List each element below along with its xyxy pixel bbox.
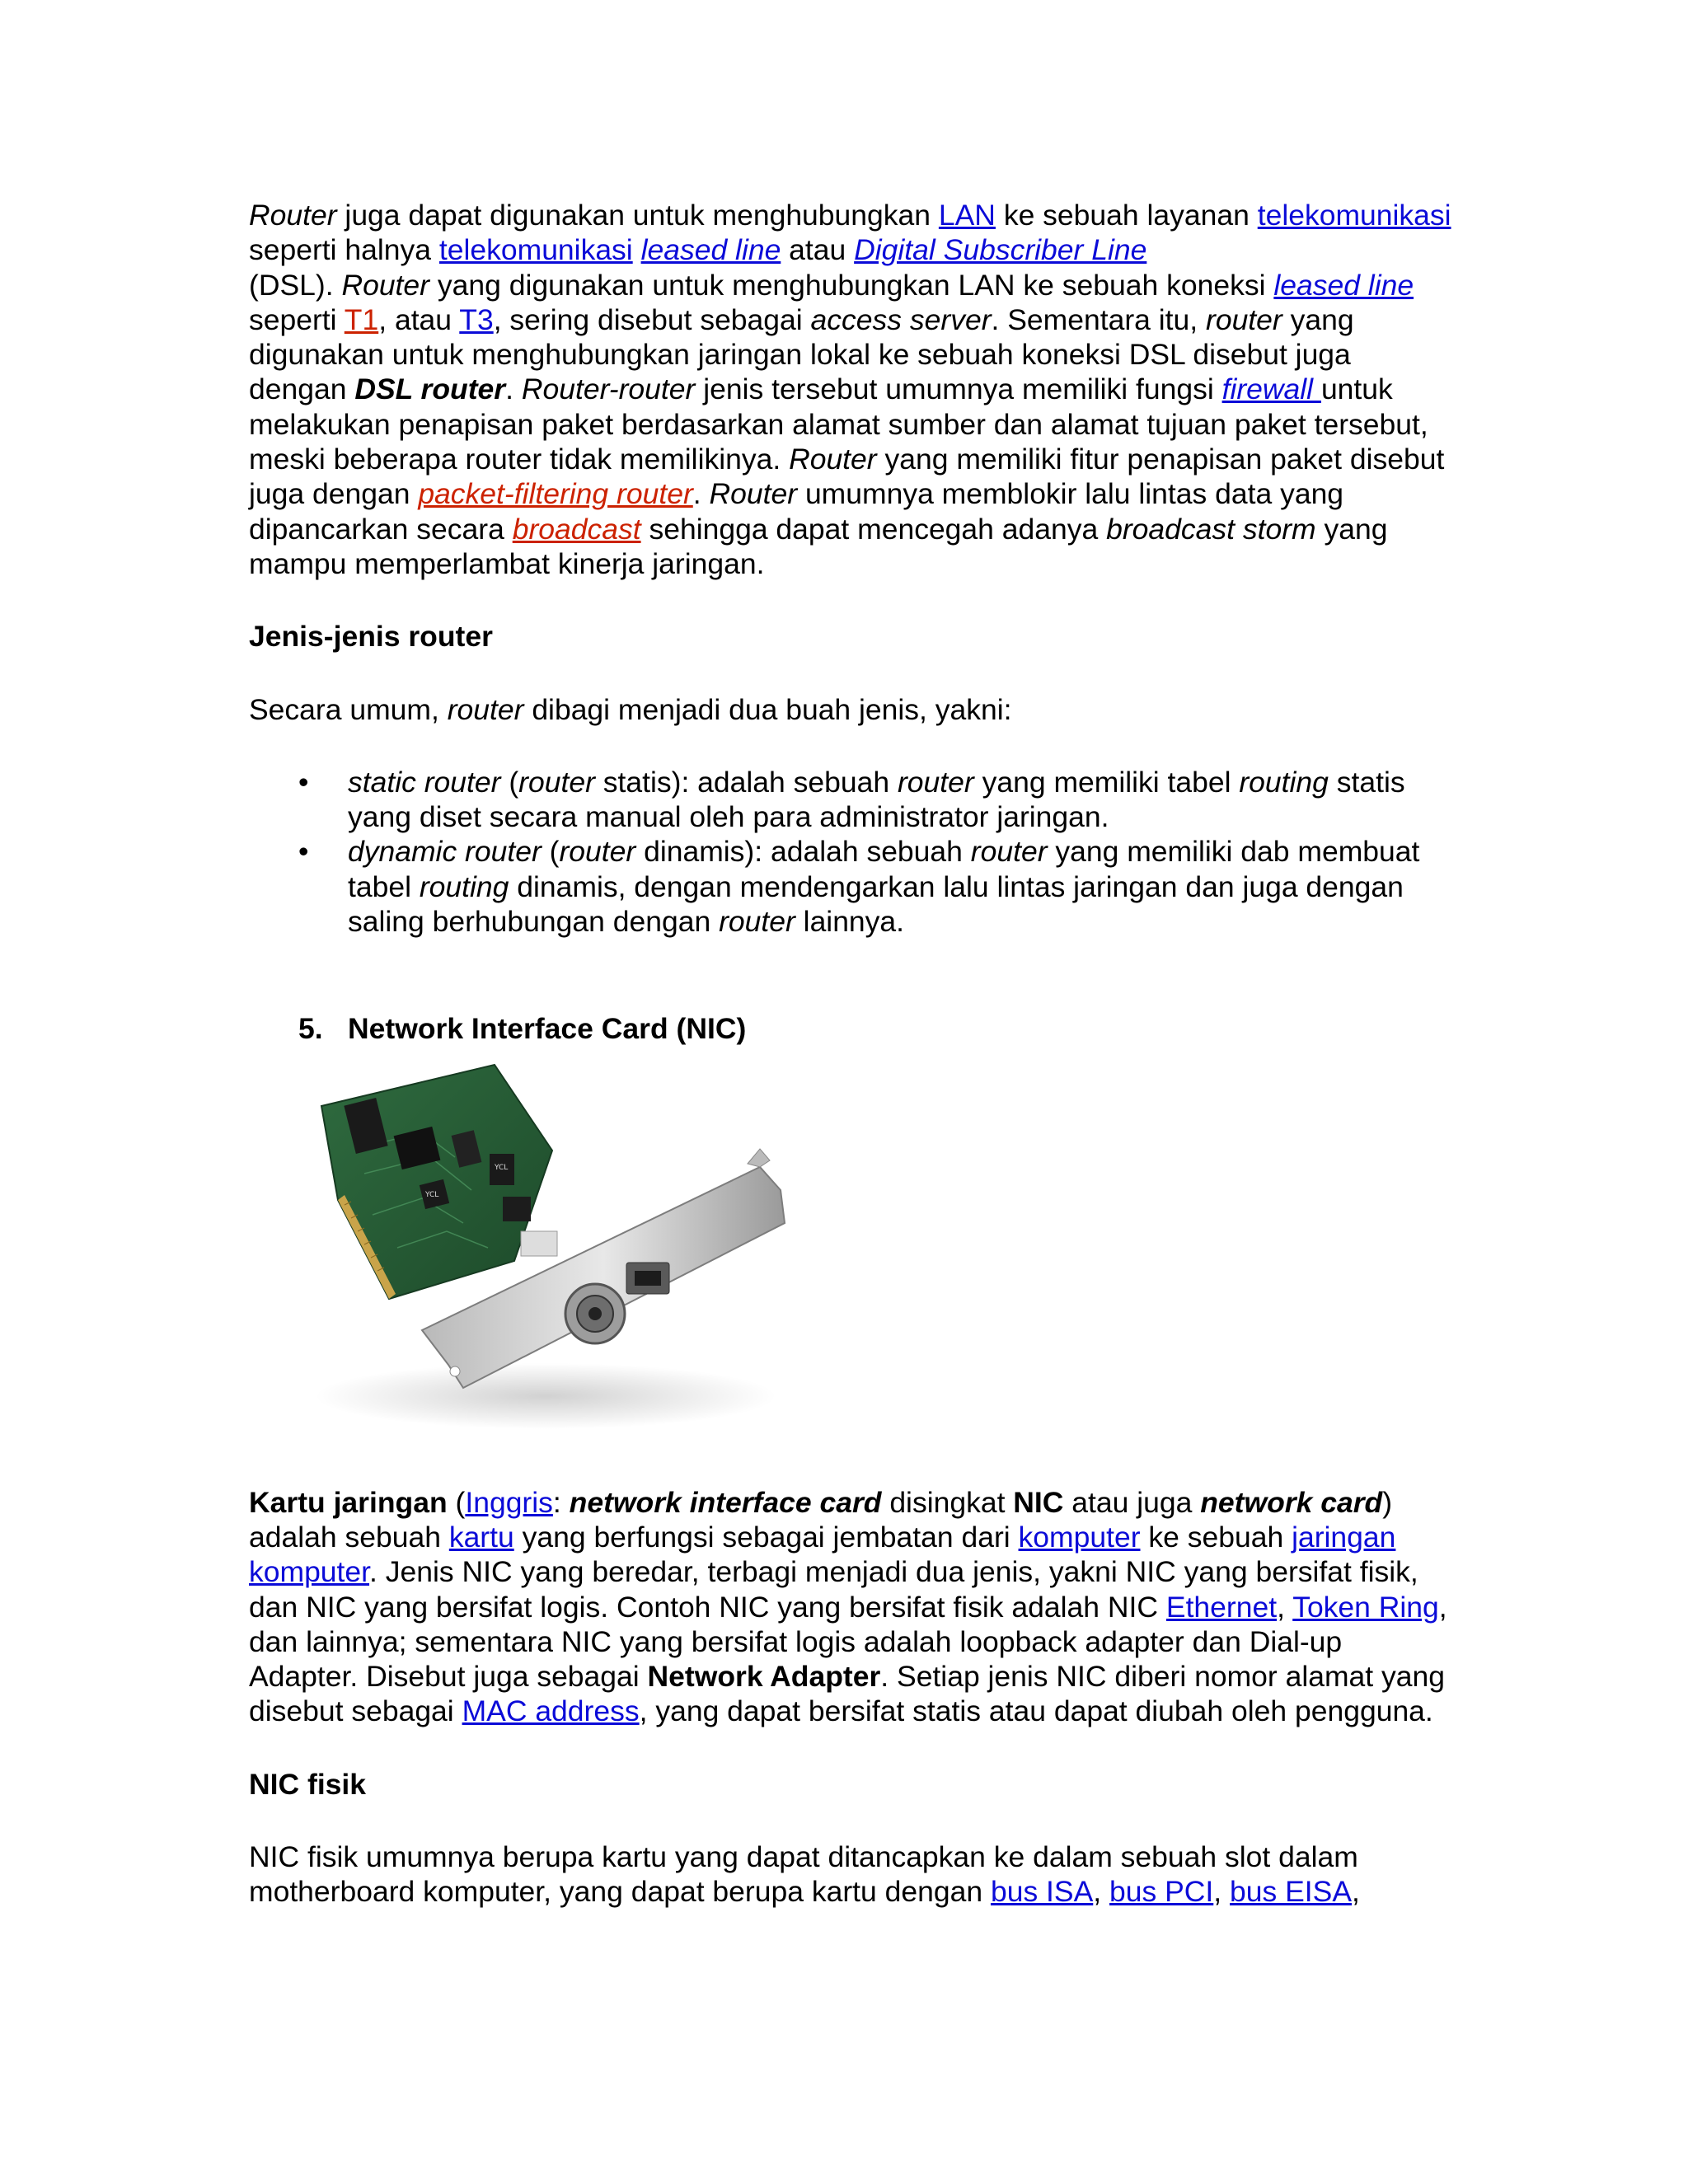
- link-leased-line[interactable]: leased line: [640, 233, 781, 267]
- text-span: jenis tersebut umumnya memiliki fungsi: [695, 373, 1222, 406]
- link-telekomunikasi[interactable]: telekomunikasi: [1257, 199, 1451, 232]
- text-access-server: access server: [810, 302, 992, 336]
- text-router: Router: [789, 443, 877, 476]
- link-bus-eisa[interactable]: bus EISA: [1230, 1875, 1353, 1909]
- text-span: dibagi menjadi dua buah jenis, yakni:: [523, 692, 1012, 726]
- text-network-card: network card: [1200, 1485, 1383, 1519]
- text-span: (: [500, 765, 519, 799]
- nic-card-illustration: [298, 1058, 826, 1446]
- text-router: router: [447, 692, 524, 726]
- text-span: yang digunakan untuk menghubungkan jaringan lokal ke sebuah koneksi DSL disebut juga dengan: [249, 302, 1354, 406]
- text-span: yang digunakan untuk menghubungkan LAN ke sebuah koneksi: [429, 268, 1274, 302]
- text-span: juga dapat digunakan untuk menghubungkan: [336, 199, 939, 232]
- spacer: [249, 654, 1452, 692]
- link-digital-subscriber-line[interactable]: Digital Subscriber Line: [854, 233, 1147, 267]
- text-span: yang mampu memperlambat kinerja jaringan.: [249, 512, 1388, 580]
- text-router: router: [518, 765, 595, 799]
- link-lan[interactable]: LAN: [938, 199, 996, 232]
- link-firewall[interactable]: firewall: [1221, 373, 1321, 406]
- paragraph-jenis-intro: [249, 692, 1452, 727]
- list-item-dynamic-router: [249, 834, 1452, 939]
- text-span: ke sebuah layanan: [995, 199, 1258, 232]
- text-span: dinamis, dengan mendengarkan lalu lintas jaringan dan juga dengan saling berhubungan dengan: [348, 869, 1404, 939]
- text-router: router: [897, 765, 974, 799]
- text-span: ,: [1093, 1875, 1110, 1909]
- text-span: :: [552, 1485, 570, 1519]
- paragraph-router-uses: [249, 198, 1452, 581]
- text-span: seperti: [249, 302, 345, 336]
- link-token-ring[interactable]: Token Ring: [1292, 1590, 1439, 1624]
- text-span: disingkat: [881, 1485, 1014, 1519]
- text-dsl-router: DSL router: [354, 373, 506, 406]
- link-komputer[interactable]: komputer: [1018, 1520, 1141, 1554]
- text-router: Router: [249, 199, 337, 232]
- link-mac-address[interactable]: MAC address: [462, 1694, 640, 1728]
- text-span: ke sebuah: [1140, 1520, 1292, 1554]
- spacer: [249, 939, 1452, 1011]
- text-span: umumnya memblokir lalu lintas data yang dipancarkan secara: [249, 477, 1344, 546]
- bnc-pin: [588, 1307, 602, 1320]
- text-routing: routing: [1239, 765, 1329, 799]
- link-bus-pci[interactable]: bus PCI: [1109, 1875, 1214, 1909]
- text-span: sehingga dapat mencegah adanya: [640, 512, 1107, 546]
- link-inggris[interactable]: Inggris: [465, 1485, 553, 1519]
- text-span: , yang dapat bersifat statis atau dapat diubah oleh pengguna.: [639, 1694, 1433, 1728]
- heading-nic-fisik: NIC fisik: [249, 1767, 367, 1801]
- text-span: statis yang diset secara manual oleh para administrator jaringan.: [348, 765, 1405, 834]
- screw-hole: [450, 1366, 460, 1376]
- link-broadcast[interactable]: broadcast: [512, 512, 641, 546]
- section-number: 5.: [298, 1012, 323, 1046]
- text-span: (: [447, 1485, 466, 1519]
- text-routing: routing: [419, 869, 509, 903]
- link-kartu[interactable]: kartu: [448, 1520, 514, 1554]
- text-span: yang memiliki fitur penapisan paket disebut juga dengan: [249, 443, 1445, 511]
- chip-label: YCL: [425, 1190, 439, 1199]
- shadow-shape: [315, 1363, 776, 1429]
- text-span: yang memiliki dab membuat tabel: [348, 835, 1420, 903]
- spacer: [249, 1802, 1452, 1840]
- text-span: lainnya.: [795, 905, 905, 939]
- paragraph-nic-fisik: [249, 1840, 1452, 1910]
- heading-jenis-router: Jenis-jenis router: [249, 620, 493, 654]
- text-span: statis): adalah sebuah: [594, 765, 898, 799]
- text-router: router: [970, 835, 1048, 869]
- text-span: (DSL).: [249, 268, 342, 302]
- text-span: ,: [1213, 1875, 1231, 1909]
- text-span: Secara umum,: [249, 692, 448, 726]
- text-span: (: [541, 835, 560, 869]
- text-span: ,: [1277, 1590, 1293, 1624]
- text-network-adapter: Network Adapter: [647, 1660, 881, 1694]
- section-title: Network Interface Card (NIC): [348, 1012, 747, 1046]
- rj45-opening: [635, 1271, 661, 1286]
- chip-label: YCL: [495, 1163, 509, 1172]
- text-span: , sering disebut sebagai: [493, 302, 811, 336]
- link-packet-filtering-router[interactable]: packet-filtering router: [418, 477, 693, 511]
- text-static-router: static router: [348, 765, 501, 799]
- list-item-static-router: [249, 765, 1452, 835]
- link-leased-line-2[interactable]: leased line: [1273, 268, 1414, 302]
- text-router: router: [559, 835, 636, 869]
- text-span: NIC fisik umumnya berupa kartu yang dapat ditancapkan ke dalam sebuah slot dalam motherboard komputer, yang dapat berupa kartu dengan: [249, 1840, 1358, 1909]
- text-dynamic-router: dynamic router: [348, 835, 542, 869]
- text-span: atau: [781, 233, 855, 267]
- text-span: , atau: [378, 302, 460, 336]
- text-router: router: [719, 905, 795, 939]
- text-router-router: Router-router: [521, 373, 696, 406]
- bracket-tab: [748, 1149, 770, 1167]
- router-types-list: [249, 765, 1452, 939]
- text-span: atau juga: [1063, 1485, 1201, 1519]
- text-broadcast-storm: broadcast storm: [1106, 512, 1316, 546]
- text-span: [633, 233, 641, 266]
- spacer: [249, 727, 1452, 765]
- text-span: .: [505, 373, 522, 406]
- link-bus-isa[interactable]: bus ISA: [990, 1875, 1094, 1909]
- link-t1[interactable]: T1: [344, 302, 379, 336]
- document-page: [249, 198, 1452, 1910]
- text-span: yang memiliki tabel: [973, 765, 1240, 799]
- text-span: , dan lainnya; sementara NIC yang bersifat logis adalah loopback adapter dan Dial-up Adapter. Disebut juga sebagai: [249, 1590, 1447, 1694]
- text-span: dinamis): adalah sebuah: [635, 835, 971, 869]
- section-heading-nic: [249, 1011, 1452, 1046]
- text-span: seperti halnya: [249, 233, 439, 267]
- text-network-interface-card: network interface card: [569, 1485, 882, 1519]
- link-t3[interactable]: T3: [459, 302, 494, 336]
- text-router: Router: [709, 477, 798, 511]
- link-telekomunikasi-2[interactable]: telekomunikasi: [438, 233, 633, 267]
- text-router: Router: [341, 268, 429, 302]
- spacer: [249, 1446, 1452, 1485]
- text-span: . Sementara itu,: [991, 302, 1206, 336]
- spacer: [249, 1729, 1452, 1767]
- text-span: ) adalah sebuah: [249, 1485, 1393, 1554]
- nic-card-photo: [298, 1058, 826, 1446]
- text-span: yang berfungsi sebagai jembatan dari: [513, 1520, 1019, 1554]
- text-span: untuk melakukan penapisan paket berdasarkan alamat sumber dan alamat tujuan paket tersebut, meski beberapa router tidak memilikinya.: [249, 373, 1428, 476]
- text-span: .: [692, 477, 710, 511]
- bnc-base: [521, 1231, 557, 1256]
- text-span: . Setiap jenis NIC diberi nomor alamat yang disebut sebagai: [249, 1660, 1445, 1728]
- link-ethernet[interactable]: Ethernet: [1165, 1590, 1278, 1624]
- chip-right: [503, 1197, 531, 1221]
- text-kartu-jaringan: Kartu jaringan: [249, 1485, 448, 1519]
- paragraph-kartu-jaringan: [249, 1485, 1452, 1729]
- spacer: [249, 581, 1452, 619]
- text-router: router: [1206, 302, 1282, 336]
- text-nic: NIC: [1013, 1485, 1064, 1519]
- link-jaringan-komputer[interactable]: jaringan komputer: [249, 1520, 1396, 1589]
- text-span: . Jenis NIC yang beredar, terbagi menjadi dua jenis, yakni NIC yang bersifat fisik, dan NIC yang bersifat logis. Contoh NIC yang bersifat fisik adalah NIC: [249, 1555, 1418, 1624]
- text-span: ,: [1352, 1875, 1360, 1909]
